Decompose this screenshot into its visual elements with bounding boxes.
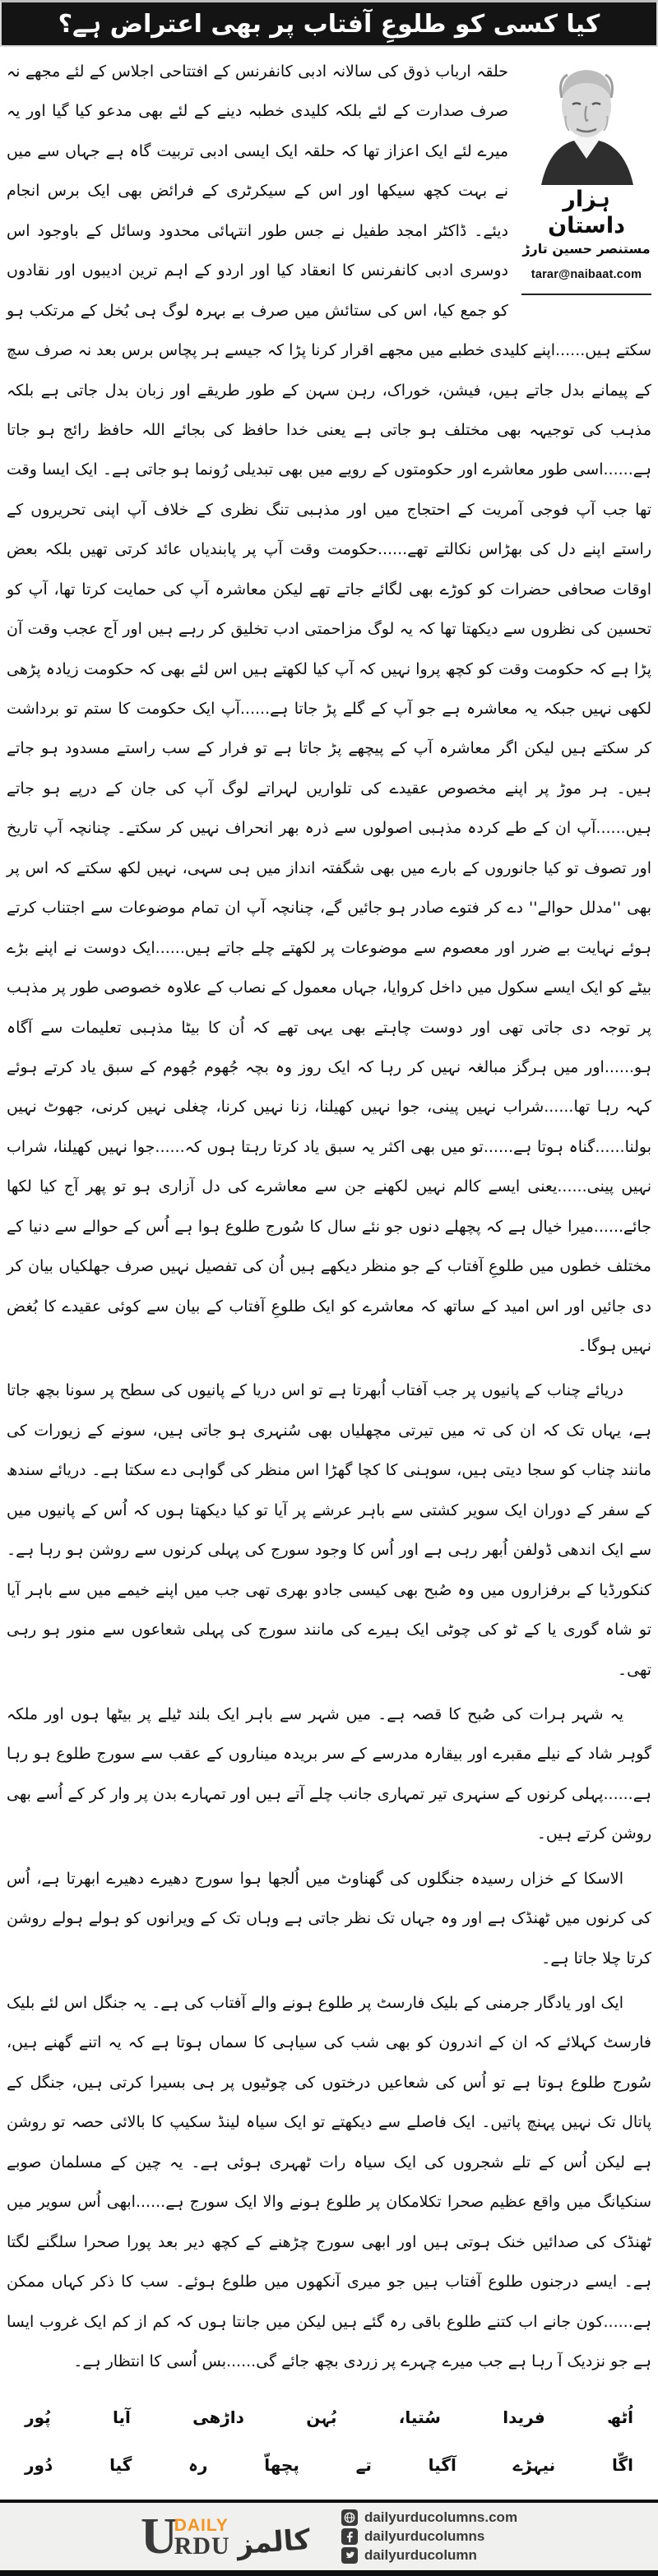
column-title: ہزار داستان [548, 187, 625, 239]
twitter-icon [341, 2547, 358, 2564]
verse-row-1 [25, 2407, 633, 2427]
verse-word: آگیا [428, 2455, 456, 2476]
verse-section [0, 2386, 658, 2500]
verse-word: دُور [25, 2455, 53, 2476]
verse-word: داڑھی [192, 2407, 244, 2428]
facebook-link-label: dailyurducolumns [364, 2528, 485, 2545]
article-paragraph: حلقہ ارباب ذوق کی سالانہ ادبی کانفرنس کے افتتاحی اجلاس کے لئے مجھے نہ صرف صدارت کے لئے بلکہ کلیدی خطبہ دینے کے لئے بھی مدعو کیا گیا اور یہ میرے لئے ایک اعزاز تھا کہ حلقہ ایک ایسی ادبی تربیت گاہ ہے جہاں سے میں نے بہت کچھ سیکھا اور اس کے سیکرٹری کے فرائض بھی ایک برس انجام دیئے۔ ڈاکٹر امجد طفیل نے جس طور انتہائی محدود وسائل کے باوجود اس دوسری ادبی کانفرنس کا انعقاد کیا اور اردو کے اہم ترین ادیبوں اور نقادوں کو جمع کیا، اس کی ستائش میں صرف بے بہرہ لوگ ہی بُخل کے مرتکب ہو سکتے ہیں......اپنے کلیدی خطبے میں مجھے اقرار کرنا پڑا کہ جیسے ہر پچاس برس بعد نہ صرف سچ کے پیمانے بدل جاتے ہیں، فیشن، خوراک، رہن سہن کے طور طریقے اور زبان بدل جاتی ہے بلکہ مذہب کی توجیہہ بھی مختلف ہو جاتی ہے یعنی خدا حافظ کی بجائے اللہ حافظ رائج ہو جاتا ہے......اسی طور معاشرے اور حکومتوں کے رویے میں بھی تبدیلی رُونما ہو جاتی ہے۔ ایک ایسا وقت تھا جب آپ فوجی آمریت کے احتجاج میں اور مذہبی تنگ نظری کے خلاف آپ اپنی تحریروں کے راستے اپنے دل کی بھڑاس نکالتے تھے......حکومت وقت آپ پر پابندیاں عائد کرتی تھیں بلکہ بعض اوقات صحافی حضرات کو کوڑے بھی لگائے جاتے تھے لیکن معاشرہ آپ کی حمایت کرتا تھا، آپ کو تحسین کی نظروں سے دیکھتا تھا کہ یہ لوگ مزاحمتی ادب تخلیق کر رہے ہیں اور آج عجب وقت آن پڑا ہے کہ حکومت وقت کو کچھ پروا نہیں کہ آپ کیا لکھتے ہیں اس لئے بھی کہ حکومت زیادہ پڑھی لکھی نہیں جبکہ یہ معاشرہ ہے جو آپ کے گلے پڑ جاتا ہے......آپ ایک حکومت کا ستم تو برداشت کر سکتے ہیں لیکن اگر معاشرہ آپ کے پیچھے پڑ جاتا ہے تو فرار کے سب راستے مسدود ہو جاتے ہیں۔ ہر موڑ پر اپنے مخصوص عقیدے کی تلواریں لہراتے لوگ آپ کی جان کے درپے ہو جاتے ہیں......آپ ان کے طے کردہ مذہبی اصولوں سے ذرہ بھر انحراف نہیں کر سکتے۔ چنانچہ آپ تاریخ اور تصوف تو کیا جانوروں کے بارے میں بھی شگفتہ انداز میں ہی سہی، نہیں لکھ سکتے کہ اس پر بھی ''مدلل حوالے'' دے کر فتوے صادر ہو جائیں گے، چنانچہ آپ ان تمام موضوعات سے اجتناب کرتے ہوئے نہایت بے ضرر اور معصوم سے موضوعات پر لکھتے چلے جاتے ہیں......ایک دوست نے اپنے بڑے بیٹے کو ایک ایسے سکول میں داخل کروایا، جہاں معمول کے نصاب کے علاوہ خصوصی طور پر مذہب پر توجہ دی جاتی تھی اور دوست چاہتے بھی یہی تھے کہ اُن کا بیٹا مذہبی تعلیمات سے آگاہ ہو......اور میں ہرگز مبالغہ نہیں کر رہا کہ ایک روز وہ بچہ جُھوم جُھوم کے سبق یاد کرتے ہوئے کہہ رہا تھا......شراب نہیں پینی، جوا نہیں کھیلنا، زنا نہیں کرنا، چغلی نہیں کرنی، جھوٹ نہیں بولنا......گناہ ہوتا ہے......تو میں بھی اکثر یہ سبق یاد کرتا رہتا ہوں کہ......جوا نہیں کھیلنا، شراب نہیں پینی......یعنی ایسے کالم نہیں لکھنے جن سے معاشرے کی دل آزاری ہو تو پھر آج کیا لکھا جائے......میرا خیال ہے کہ پچھلے دنوں جو نئے سال کا سُورج طلوع ہوا ہے اُس کے حوالے سے دنیا کے مختلف خطوں میں طلوعِ آفتاب کے جو منظر دیکھے ہیں اُن کی تفصیل نہیں صرف جھلکیاں بیان کر دی جائیں اور اس امید کے ساتھ کہ معاشرے کو ایک طلوعِ آفتاب کے بیان سے کوئی عقیدے کا بُغض نہیں ہوگا۔ [7, 62, 652, 1355]
logo-daily-text: DAILY [174, 2515, 229, 2535]
verse-word: تے [355, 2455, 372, 2476]
verse-word: گیا [109, 2455, 132, 2476]
website-link-label: dailyurducolumns.com [364, 2509, 518, 2526]
footer-bar [0, 2500, 658, 2576]
article-paragraph: یہ شہر ہرات کی صُبح کا قصہ ہے۔ میں شہر سے باہر ایک بلند ٹیلے پر بیٹھا ہوں اور ملکہ گوہر شاد کے نیلے مقبرے اور بیقارہ مدرسے کے سر بریدہ میناروں کے عقب سے سورج طلوع ہو رہا ہے......پہلی کرنوں کے سنہری تیر تمہاری جانب چلے آتے ہیں اور تمہارے بدن پر وار کر کے اُسے بھی روشن کرتے ہیں۔ [7, 1704, 651, 1843]
twitter-link-label: dailyurducolumn [364, 2547, 477, 2564]
social-links [341, 2509, 517, 2564]
verse-word: رہ [188, 2455, 208, 2476]
verse-word: پچھاّ [264, 2455, 299, 2476]
facebook-link[interactable] [341, 2528, 517, 2545]
verse-word: پُور [25, 2407, 51, 2428]
logo-rdu-text: RDU [174, 2532, 230, 2560]
article-paragraph: ایک اور یادگار جرمنی کے بلیک فارسٹ پر طلوع ہونے والے آفتاب کی ہے۔ یہ جنگل اس لئے بلیک فارسٹ کہلائے کہ ان کے اندرون کو بھی شب کی سیاہی کا سماں ہوتا ہے کہ یہ اتنے گھنے ہیں، سُورج طلوع ہوتا ہے تو اُس کی شعاعیں درختوں کی چوٹیوں پر ہی بسیرا کرتی ہیں، جنگل کے پاتال تک نہیں پہنچ پاتیں۔ ایک فاصلے سے دیکھتے تو ایک سیاہ لینڈ سکیپ کا بالائی حصہ تو روشن ہے لیکن اُس کے تلے شجروں کی ایک سیاہ رات ٹھہری ہوئی ہے۔ یہ چین کے مسلمان صوبے سنکیانگ میں واقع عظیم صحرا تکلامکان پر طلوع ہونے والا ایک سورج ہے......ابھی اُس سویر میں ٹھنڈک کی صدائیں خنک ہوتی ہیں اور ابھی سورج چڑھنے کے کچھ دیر بعد پورا صحرا سلگنے لگتا ہے۔ ایسے درجنوں طلوع آفتاب ہیں جو میری آنکھوں میں طلوع ہوئے۔ سب کا ذکر کہاں ممکن ہے......کون جانے اب کتنے طلوع باقی رہ گئے ہیں لیکن میں جانتا ہوں کہ کم از کم ایک غروب ایسا ہے جو نزدیک آ رہا ہے جب میرے چہرے پر زردی بچھ جائے گی......بس اُسی کا انتظار ہے۔ [7, 1994, 651, 2370]
verse-word: اُٹھ [607, 2407, 633, 2428]
headline: کیا کسی کو طلوعِ آفتاب پر بھی اعتراض ہے؟ [58, 9, 600, 39]
logo-columns-urdu: کالمز [235, 2523, 312, 2561]
author-name: مستنصر حسین تارڑ [522, 240, 651, 257]
verse-word: اگّا [612, 2455, 633, 2476]
verse-word: نیہڑے [512, 2455, 556, 2476]
daily-urdu-logo [140, 2509, 312, 2565]
headline-bar [0, 0, 658, 47]
verse-word: سُتیا، [398, 2407, 441, 2428]
verse-word: فریدا [503, 2407, 545, 2428]
author-portrait [525, 55, 648, 185]
verse-word: آیا [112, 2407, 131, 2428]
twitter-link[interactable] [341, 2547, 517, 2564]
verse-row-2 [25, 2455, 633, 2475]
website-link[interactable] [341, 2509, 517, 2526]
facebook-icon [341, 2528, 358, 2545]
globe-icon [341, 2509, 358, 2526]
logo-letter-u: U [140, 2509, 178, 2565]
author-email[interactable]: tarar@naibaat.com [531, 268, 642, 282]
article-paragraph: دریائے چناب کے پانیوں پر جب آفتاب اُبھرتا ہے تو اس دریا کے پانیوں کی سطح پر سونا بچھ جاتا ہے، یہاں تک کہ ان کی تہ میں تیرتی مچھلیاں بھی سُنہری ہو جاتی ہیں، سونے کے زیورات کی مانند چناب کو سجا دیتی ہیں، سوہنی کا کچا گھڑا اس منظر کی گواہی دے سکتا ہے۔ دریائے سندھ کے سفر کے دوران ایک سویر کشتی سے باہر عرشے پر آیا تو کیا دیکھتا ہوں کہ اُس کے پانیوں میں سے ایک اندھی ڈولفن اُبھر رہی ہے اور اُس کا وجود سورج کی پہلی کرنوں سے روشن ہو رہا ہے۔ کنکورڈیا کے برفزاروں میں وہ صُبح بھی کیسی جادو بھری تھی جب میں اپنے خیمے میں سے باہر آیا تو شاہ گوری یا کے ٹو کی چوٹی ایک ہیرے کی مانند سورج کی پہلی شعاعوں سے منور ہو رہی تھی۔ [7, 1381, 651, 1679]
author-box [521, 55, 651, 295]
article-body [0, 47, 658, 2386]
verse-word: بُہن [306, 2407, 337, 2428]
article-paragraph: الاسکا کے خزاں رسیدہ جنگلوں کی گھناوٹ میں اُلجھا ہوا سورج دھیرے دھیرے ابھرتا ہے، اُس کی کرنوں میں ٹھنڈک ہے اور وہ جہاں تک نظر جاتی ہے وہاں تک کے ویرانوں کو ہولے ہولے روشن کرتا چلا جاتا ہے۔ [7, 1869, 651, 1968]
